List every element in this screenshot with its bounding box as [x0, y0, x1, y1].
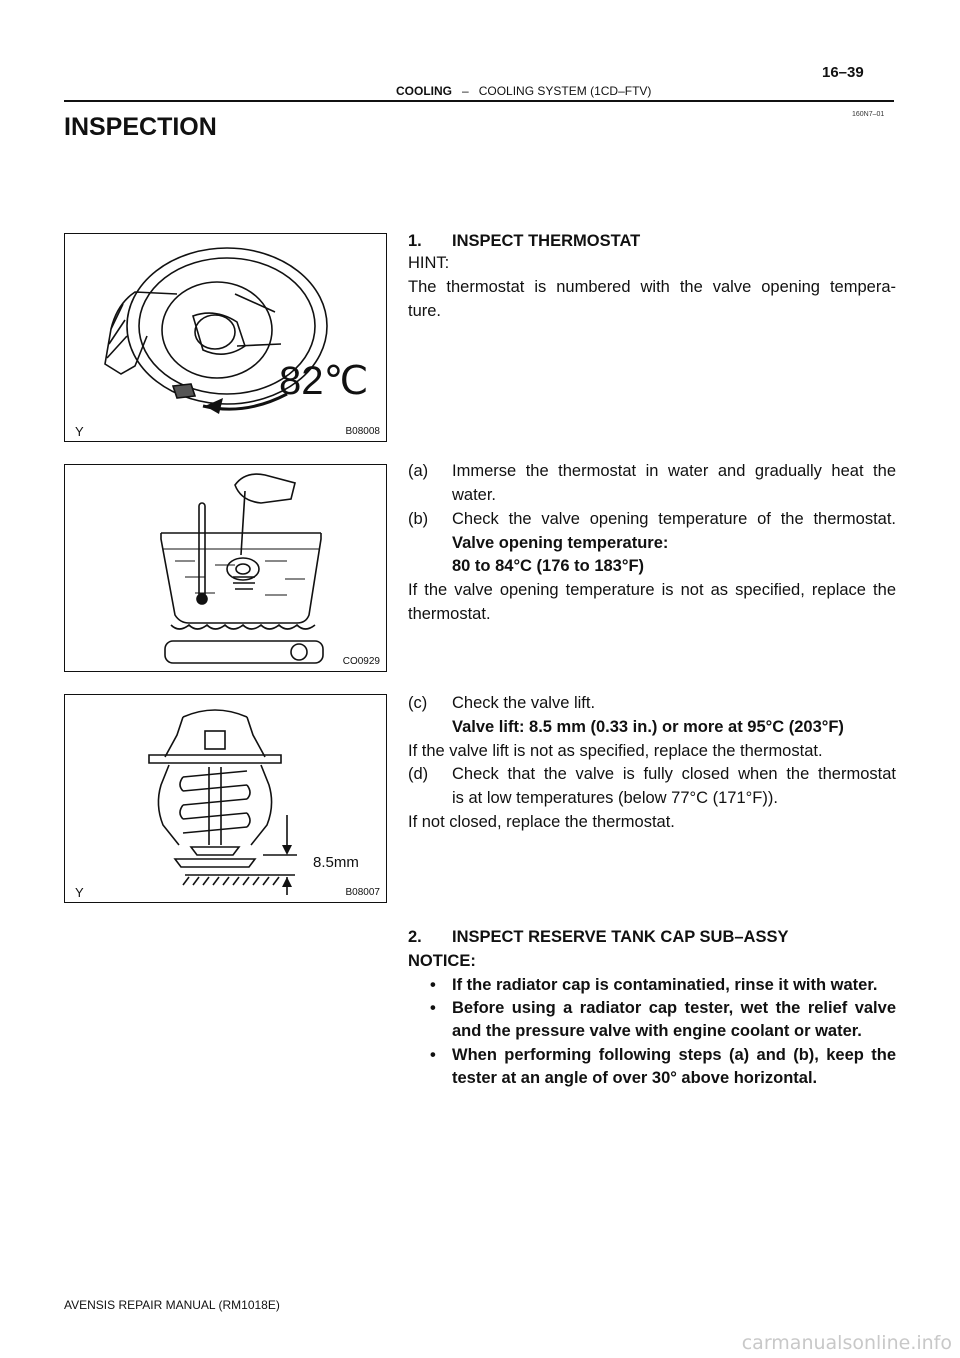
watermark: carmanualsonline.info	[741, 1332, 952, 1354]
notice-item-2-line-1: Before using a radiator cap tester, wet the relief valve	[452, 999, 896, 1017]
notice-item-3-line-2: tester at an angle of over 30° above horizontal.	[452, 1069, 818, 1087]
section-header	[396, 84, 651, 98]
figure-label-temperature: 82℃	[279, 359, 369, 403]
section-name: COOLING	[396, 84, 452, 98]
figure-label-lift: 8.5mm	[313, 854, 359, 871]
notice-label: NOTICE:	[408, 952, 476, 970]
substep-a-line-1: Immerse the thermostat in water and gradually heat the	[452, 462, 896, 480]
substep-c-note: If the valve lift is not as specified, replace the thermostat.	[408, 742, 823, 760]
bullet-marker: •	[430, 999, 436, 1017]
substep-d-note: If not closed, replace the thermostat.	[408, 813, 675, 831]
step-title: INSPECT THERMOSTAT	[452, 232, 641, 250]
figure-thermostat-marking	[64, 233, 387, 442]
manual-footer: AVENSIS REPAIR MANUAL (RM1018E)	[64, 1298, 280, 1312]
step-1-heading	[408, 230, 640, 252]
substep-b-label: (b)	[408, 510, 429, 528]
section-separator: –	[462, 84, 469, 98]
figure-code: B08007	[345, 887, 380, 898]
step-number: 2.	[408, 928, 422, 946]
spec-opening-value: 80 to 84°C (176 to 183°F)	[452, 557, 645, 575]
figure-water-heating	[64, 464, 387, 672]
header-rule	[64, 100, 894, 102]
step-2-heading	[408, 926, 789, 948]
substep-b-note-1: If the valve opening temperature is not as specified, replace the	[408, 581, 896, 599]
substep-a-line-2: water.	[452, 486, 497, 504]
substep-c-label: (c)	[408, 694, 428, 712]
substep-d-line-1: Check that the valve is fully closed when the thermostat	[452, 765, 896, 783]
substep-d-line-2: is at low temperatures (below 77°C (171°F)).	[452, 789, 778, 807]
figure-code: B08008	[345, 426, 380, 437]
step-number: 1.	[408, 232, 422, 250]
hint-line-2: ture.	[408, 302, 442, 320]
step-title: INSPECT RESERVE TANK CAP SUB–ASSY	[452, 928, 789, 946]
notice-item-3-line-1: When performing following steps (a) and (b), keep the	[452, 1046, 896, 1064]
water-heating-illustration	[65, 465, 388, 673]
spec-valve-lift: Valve lift: 8.5 mm (0.33 in.) or more at 95°C (203°F)	[452, 718, 844, 736]
figure-y-mark: Y	[75, 885, 84, 900]
valve-lift-illustration	[65, 695, 388, 904]
hint-label: HINT:	[408, 254, 450, 272]
bullet-marker: •	[430, 1046, 436, 1064]
substep-c-line-1: Check the valve lift.	[452, 694, 596, 712]
substep-d-label: (d)	[408, 765, 429, 783]
substep-a-label: (a)	[408, 462, 429, 480]
substep-b-line-1: Check the valve opening temperature of the thermostat.	[452, 510, 896, 528]
notice-item-2-line-2: and the pressure valve with engine coolant or water.	[452, 1022, 862, 1040]
spec-opening-label: Valve opening temperature:	[452, 534, 669, 552]
page-number: 16–39	[822, 64, 864, 81]
figure-y-mark: Y	[75, 424, 84, 439]
bullet-marker: •	[430, 976, 436, 994]
substep-b-note-2: thermostat.	[408, 605, 491, 623]
section-subtitle: COOLING SYSTEM (1CD–FTV)	[478, 84, 652, 98]
thermostat-illustration	[65, 234, 388, 443]
page-title: INSPECTION	[64, 113, 217, 141]
notice-item-1: If the radiator cap is contaminatied, rinse it with water.	[452, 976, 878, 994]
figure-code: CO0929	[342, 656, 380, 667]
doc-id: 160N7–01	[852, 111, 885, 118]
figure-valve-lift	[64, 694, 387, 903]
hint-line-1: The thermostat is numbered with the valve opening tempera-	[408, 278, 896, 296]
